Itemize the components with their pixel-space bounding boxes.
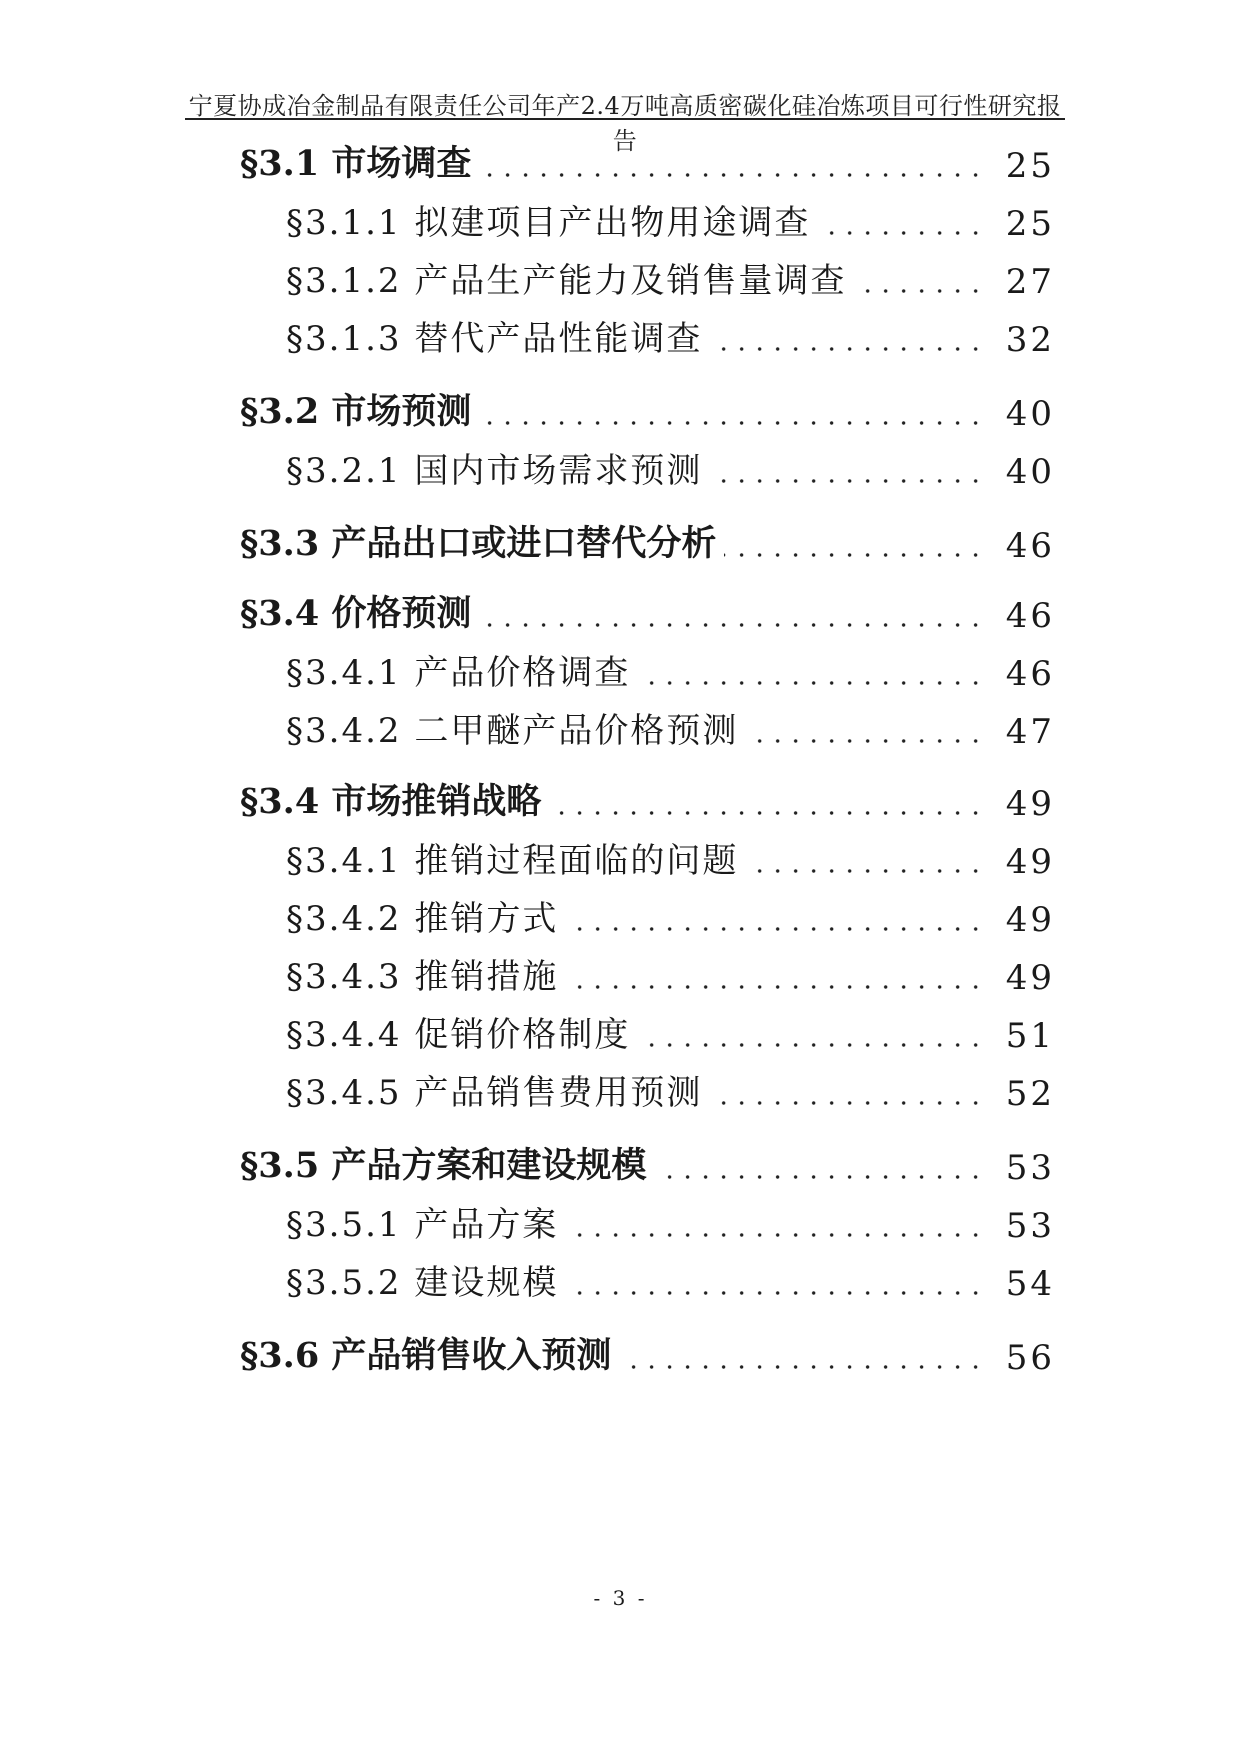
dot-leader bbox=[638, 680, 985, 686]
toc-entry-title: §3.4.4 促销价格制度 bbox=[286, 1015, 631, 1055]
toc-entry[interactable] bbox=[240, 1140, 1055, 1188]
toc-entry-title: §3.1 市场调查 bbox=[240, 143, 472, 184]
dot-leader bbox=[654, 1174, 985, 1180]
dot-leader bbox=[710, 346, 985, 352]
toc-entry-page: 25 bbox=[1005, 146, 1055, 186]
toc-entry-page: 49 bbox=[1005, 900, 1055, 940]
toc-entry-page: 54 bbox=[1005, 1264, 1055, 1304]
running-header: 宁夏协成冶金制品有限责任公司年产2.4万吨高质密碳化硅冶炼项目可行性研究报告 bbox=[188, 92, 1062, 155]
toc-entry-page: 49 bbox=[1005, 784, 1055, 824]
toc-entry[interactable] bbox=[286, 1256, 1055, 1304]
toc-entry-page: 46 bbox=[1005, 526, 1055, 566]
toc-entry[interactable] bbox=[286, 1066, 1055, 1114]
toc-entry-title: §3.4 市场推销战略 bbox=[240, 781, 542, 822]
toc-entry-page: 49 bbox=[1005, 958, 1055, 998]
toc-entry-title: §3.4.3 推销措施 bbox=[286, 957, 559, 997]
toc-entry-page: 53 bbox=[1005, 1148, 1055, 1188]
toc-entry[interactable] bbox=[286, 1198, 1055, 1246]
toc-entry-title: §3.4.2 二甲醚产品价格预测 bbox=[286, 711, 739, 751]
toc-entry-title: §3.4.1 推销过程面临的问题 bbox=[286, 841, 739, 881]
toc-entry-page: 52 bbox=[1005, 1074, 1055, 1114]
toc-entry[interactable] bbox=[286, 196, 1055, 244]
toc-entry[interactable] bbox=[240, 1330, 1055, 1378]
toc-entry-title: §3.4 价格预测 bbox=[240, 593, 472, 634]
toc-entry-title: §3.4.2 推销方式 bbox=[286, 899, 559, 939]
dot-leader bbox=[566, 1232, 985, 1238]
dot-leader bbox=[566, 926, 985, 932]
dot-leader bbox=[854, 288, 985, 294]
dot-leader bbox=[566, 984, 985, 990]
toc-entry-title: §3.5.2 建设规模 bbox=[286, 1263, 559, 1303]
toc-entry-page: 47 bbox=[1005, 712, 1055, 752]
toc-entry[interactable] bbox=[286, 254, 1055, 302]
dot-leader bbox=[638, 1042, 985, 1048]
toc-entry[interactable] bbox=[286, 704, 1055, 752]
toc-entry-page: 25 bbox=[1005, 204, 1055, 244]
toc-entry[interactable] bbox=[286, 834, 1055, 882]
toc-entry-page: 46 bbox=[1005, 596, 1055, 636]
dot-leader bbox=[818, 230, 985, 236]
toc-entry-page: 40 bbox=[1005, 452, 1055, 492]
toc-entry-title: §3.5 产品方案和建设规模 bbox=[240, 1145, 647, 1186]
dot-leader bbox=[479, 172, 985, 178]
toc-entry-page: 27 bbox=[1005, 262, 1055, 302]
toc-entry-title: §3.4.1 产品价格调查 bbox=[286, 653, 631, 693]
toc-entry-page: 46 bbox=[1005, 654, 1055, 694]
dot-leader bbox=[746, 738, 985, 744]
toc-entry[interactable] bbox=[240, 518, 1055, 566]
toc-entry-title: §3.1.3 替代产品性能调查 bbox=[286, 319, 703, 359]
toc-entry-page: 56 bbox=[1005, 1338, 1055, 1378]
toc-entry[interactable] bbox=[286, 1008, 1055, 1056]
toc-entry-page: 49 bbox=[1005, 842, 1055, 882]
toc-entry[interactable] bbox=[286, 646, 1055, 694]
dot-leader bbox=[746, 868, 985, 874]
toc-entry-page: 32 bbox=[1005, 320, 1055, 360]
dot-leader bbox=[566, 1290, 985, 1296]
toc-entry[interactable] bbox=[240, 776, 1055, 824]
toc-entry-title: §3.2 市场预测 bbox=[240, 391, 472, 432]
toc-entry-title: §3.5.1 产品方案 bbox=[286, 1205, 559, 1245]
toc-entry-page: 51 bbox=[1005, 1016, 1055, 1056]
toc-entry[interactable] bbox=[286, 892, 1055, 940]
toc-entry[interactable] bbox=[240, 588, 1055, 636]
page-number: - 3 - bbox=[593, 1586, 648, 1610]
table-of-contents bbox=[240, 0, 1055, 1754]
toc-entry[interactable] bbox=[286, 312, 1055, 360]
toc-entry-title: §3.1.1 拟建项目产出物用途调查 bbox=[286, 203, 811, 243]
toc-entry-title: §3.4.5 产品销售费用预测 bbox=[286, 1073, 703, 1113]
dot-leader bbox=[479, 622, 985, 628]
dot-leader bbox=[549, 810, 985, 816]
toc-entry[interactable] bbox=[286, 444, 1055, 492]
toc-entry[interactable] bbox=[286, 950, 1055, 998]
dot-leader bbox=[619, 1364, 985, 1370]
toc-entry-title: §3.1.2 产品生产能力及销售量调查 bbox=[286, 261, 847, 301]
toc-entry-page: 40 bbox=[1005, 394, 1055, 434]
toc-entry[interactable] bbox=[240, 386, 1055, 434]
dot-leader bbox=[710, 478, 985, 484]
dot-leader bbox=[479, 420, 985, 426]
dot-leader bbox=[724, 552, 985, 558]
dot-leader bbox=[710, 1100, 985, 1106]
toc-entry[interactable] bbox=[240, 138, 1055, 186]
toc-entry-title: §3.6 产品销售收入预测 bbox=[240, 1335, 612, 1376]
toc-entry-page: 53 bbox=[1005, 1206, 1055, 1246]
toc-entry-title: §3.3 产品出口或进口替代分析 bbox=[240, 523, 717, 564]
toc-entry-title: §3.2.1 国内市场需求预测 bbox=[286, 451, 703, 491]
